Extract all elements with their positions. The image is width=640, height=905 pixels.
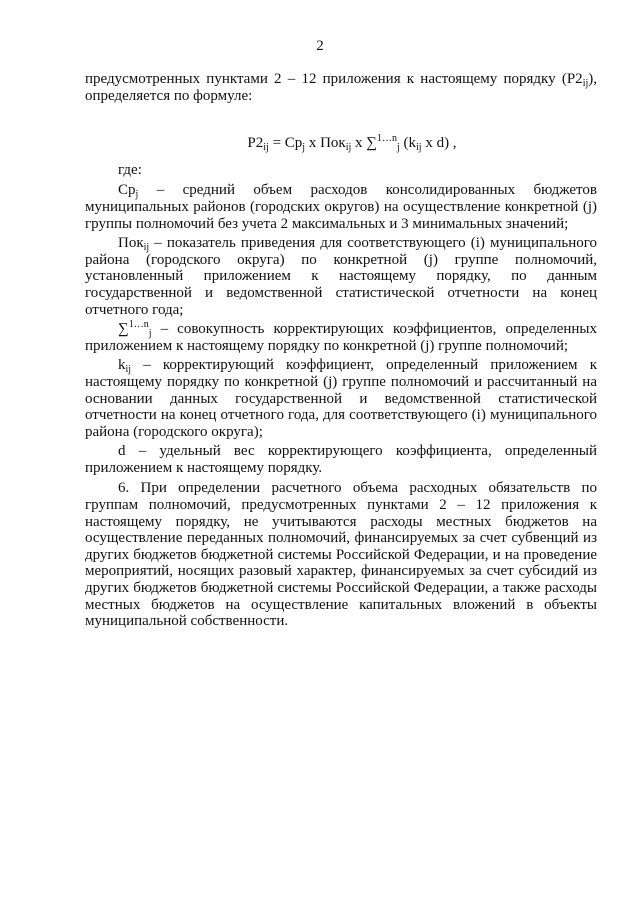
intro-subscript: ij xyxy=(582,78,589,89)
definition-symbol: Пок xyxy=(118,235,144,252)
definition-k xyxy=(85,357,597,440)
intro-text: предусмотренных пунктами 2 – 12 приложения к настоящему порядку (P2 xyxy=(85,71,583,87)
formula xyxy=(85,135,597,152)
definition-sum xyxy=(85,321,597,354)
page-number: 2 xyxy=(316,38,324,54)
formula-term: x Пок xyxy=(305,135,346,152)
formula-eq: = Cp xyxy=(268,135,303,152)
definition-text: – совокупность корректирующих коэффициентов, определенных приложением к настоящему порядку по конкретной (j) группе полномочий; xyxy=(85,321,597,354)
formula-sum-sign: ∑ xyxy=(366,135,377,152)
definition-symbol: k xyxy=(118,357,126,374)
formula-sub: j xyxy=(302,142,306,154)
paragraph-6: 6. При определении расчетного объема расходных обязательств по группам полномочий, предусмотренных пунктами 2 – 12 приложения к настоящему порядку, не учитываются расходы местных бюджетов на осуществление переданных полномочий, финансируемых за счет субвенций из других бюджетов бюджетной системы Российской Федерации, и на проведение мероприятий, носящих разовый характер, финансируемых за счет субсидий из других бюджетов бюджетной системы Российской Федерации, а также расходы местных бюджетов на осуществление капитальных вложений в объекты муниципальной собственности. xyxy=(85,480,597,630)
formula-lhs: P2 xyxy=(247,135,264,152)
formula-sub: ij xyxy=(263,142,269,154)
definition-text: – средний объем расходов консолидированных бюджетов муниципальных районов (городских округов) на осуществление конкретной (j) группы полномочий без учета 2 максимальных и 3 минимальных значений; xyxy=(85,182,597,232)
intro-paragraph xyxy=(85,71,597,104)
document-body xyxy=(85,71,597,630)
formula-term: x d) , xyxy=(421,135,457,152)
definition-subscript: j xyxy=(135,189,139,201)
formula-sum-sub: j xyxy=(396,142,400,154)
formula-sub: ij xyxy=(416,142,422,154)
definition-subscript: ij xyxy=(143,242,150,254)
definition-symbol: ∑ xyxy=(118,321,129,338)
definition-subscript: ij xyxy=(125,364,132,376)
definition-cp xyxy=(85,182,597,232)
definition-text: – корректирующий коэффициент, определенный приложением к настоящему порядку по конкретной (j) группе полномочий и рассчитанный на основании данных государственной и ведомственной статистической отчетности на конец отчетного года, для соответствующего (i) муниципального района (городского округа); xyxy=(85,357,597,440)
intro-text-end: ), определяется по формуле: xyxy=(85,71,597,104)
formula-sum-sup: 1…n xyxy=(376,133,397,145)
formula-sub: ij xyxy=(345,142,352,154)
where-label: где: xyxy=(118,161,142,178)
formula-term: x xyxy=(351,135,367,152)
definition-subscript: j xyxy=(148,328,152,340)
definition-d: d – удельный вес корректирующего коэффициента, определенный приложением к настоящему порядку. xyxy=(85,443,597,476)
definition-superscript: 1…n xyxy=(128,319,149,331)
definition-pok xyxy=(85,235,597,318)
definition-symbol: Cp xyxy=(118,182,136,199)
definition-text: – показатель приведения для соответствующего (i) муниципального района (городского округа) по конкретной (j) группе полномочий, установленный приложением к настоящему порядку, по данным государственной и ведомственной статистической отчетности на конец отчетного года; xyxy=(85,235,597,318)
formula-term: (k xyxy=(399,135,416,152)
